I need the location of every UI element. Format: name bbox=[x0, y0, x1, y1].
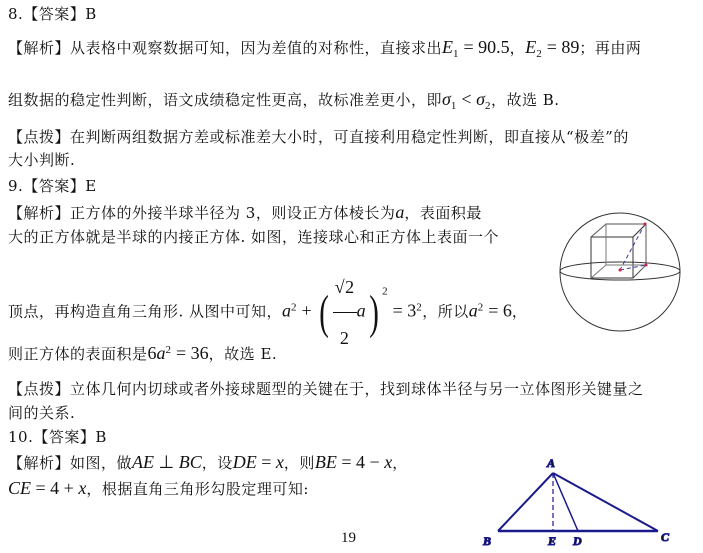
math-var: x bbox=[275, 452, 284, 472]
math-var: x bbox=[78, 478, 87, 498]
math-value: = 90.5 bbox=[459, 37, 510, 57]
text: 顶点，再构造直角三角形. 从图中可知， bbox=[8, 302, 283, 321]
math-var: E bbox=[442, 37, 454, 57]
text: ，表面积最 bbox=[404, 204, 482, 222]
math-var: AE bbox=[132, 452, 155, 472]
label-a: A bbox=[547, 456, 556, 470]
math-sub: 2 bbox=[484, 100, 491, 112]
triangle-figure bbox=[482, 456, 670, 548]
math-value: = 36 bbox=[171, 343, 209, 363]
math-op: < bbox=[456, 89, 477, 109]
text: ， bbox=[509, 39, 526, 57]
numerator: √2 bbox=[333, 262, 357, 313]
math-var: DE bbox=[232, 452, 257, 472]
text: 【解析】正方体的外接半球半径为 3，则设正方体棱长为 bbox=[8, 204, 396, 222]
sphere-outline bbox=[560, 213, 680, 331]
math-var: a bbox=[395, 202, 405, 222]
label-d: D bbox=[573, 534, 582, 548]
q9-tip-line1: 【点拨】立体几何内切球或者外接球题型的关键在于，找到球体半径与另一立体图形关键量之 bbox=[8, 380, 644, 398]
math-sup: 2 bbox=[165, 344, 172, 356]
text: 【解析】如图，做 bbox=[8, 454, 133, 472]
label-c: C bbox=[661, 530, 670, 544]
text: ，所以 bbox=[422, 302, 469, 321]
label-b: B bbox=[483, 534, 492, 548]
math-value: = 89 bbox=[542, 37, 580, 57]
text: ；再由两 bbox=[579, 39, 642, 57]
text: ，设 bbox=[201, 454, 233, 472]
q10-answer: 10.【答案】B bbox=[8, 428, 107, 446]
math-var: a bbox=[356, 300, 366, 321]
corner-point bbox=[645, 264, 648, 267]
paren-left: ( bbox=[319, 285, 330, 339]
q8-tip-line1: 【点拨】在判断两组数据方差或标准差大小时，可直接利用稳定性判断，即直接从“极差”的 bbox=[8, 128, 629, 146]
side-ac bbox=[553, 473, 658, 531]
math-op: + bbox=[297, 300, 317, 321]
segment-ad bbox=[553, 473, 578, 531]
math-op: = 4 + bbox=[31, 478, 79, 498]
math-var: σ bbox=[476, 89, 485, 109]
cube-hidden-edge bbox=[591, 265, 606, 278]
math-var: a bbox=[468, 300, 478, 321]
q8-answer: 8.【答案】B bbox=[8, 5, 97, 23]
text: ，故选 E. bbox=[208, 345, 278, 363]
math-sup: 2 bbox=[382, 285, 389, 298]
side-ab bbox=[498, 473, 553, 531]
text: ， bbox=[392, 454, 408, 472]
math-sup: 2 bbox=[291, 301, 298, 314]
text: ，则 bbox=[283, 454, 315, 472]
math-value: = 6 bbox=[483, 300, 512, 321]
math-value: 6 bbox=[147, 343, 157, 363]
text: 组数据的稳定性判断，语文成绩稳定性更高，故标准差更小，即 bbox=[8, 91, 443, 109]
denominator: 2 bbox=[339, 328, 350, 348]
q9-analysis-line2: 大的正方体就是半球的内接正方体. 如图，连接球心和正方体上表面一个 bbox=[8, 228, 500, 246]
q9-tip-line2: 间的关系. bbox=[8, 404, 76, 422]
math-sub: 2 bbox=[536, 48, 543, 60]
math-var: BE bbox=[314, 452, 337, 472]
text: ，根据直角三角形勾股定理可知: bbox=[86, 480, 309, 498]
center-point bbox=[619, 269, 622, 272]
math-sub: 1 bbox=[450, 100, 457, 112]
text: 则正方体的表面积是 bbox=[8, 345, 148, 363]
page-number: 19 bbox=[341, 530, 356, 546]
text: ，故选 B. bbox=[490, 91, 560, 109]
math-var: a bbox=[282, 300, 292, 321]
math-var: E bbox=[525, 37, 537, 57]
math-sub: 1 bbox=[453, 48, 460, 60]
text: ， bbox=[511, 302, 528, 321]
math-var: σ bbox=[442, 89, 451, 109]
math-op: ⊥ bbox=[154, 452, 179, 472]
math-op: = bbox=[256, 452, 276, 472]
text: 【解析】从表格中观察数据可知，因为差值的对称性，直接求出 bbox=[8, 39, 443, 57]
paren-right: ) bbox=[368, 285, 379, 339]
math-value: = 3 bbox=[388, 300, 417, 321]
q9-answer: 9.【答案】E bbox=[8, 177, 97, 195]
math-op: = 4 − bbox=[336, 452, 385, 472]
math-var: a bbox=[156, 343, 166, 363]
label-e: E bbox=[548, 534, 557, 548]
math-var: x bbox=[384, 452, 393, 472]
vertex-point bbox=[644, 223, 647, 226]
math-var: CE bbox=[8, 478, 32, 498]
q8-tip-line2: 大小判断. bbox=[8, 151, 76, 169]
math-sup: 2 bbox=[477, 301, 484, 314]
math-sup: 2 bbox=[416, 301, 423, 314]
sphere-cube-figure bbox=[560, 213, 680, 331]
math-var: BC bbox=[178, 452, 202, 472]
